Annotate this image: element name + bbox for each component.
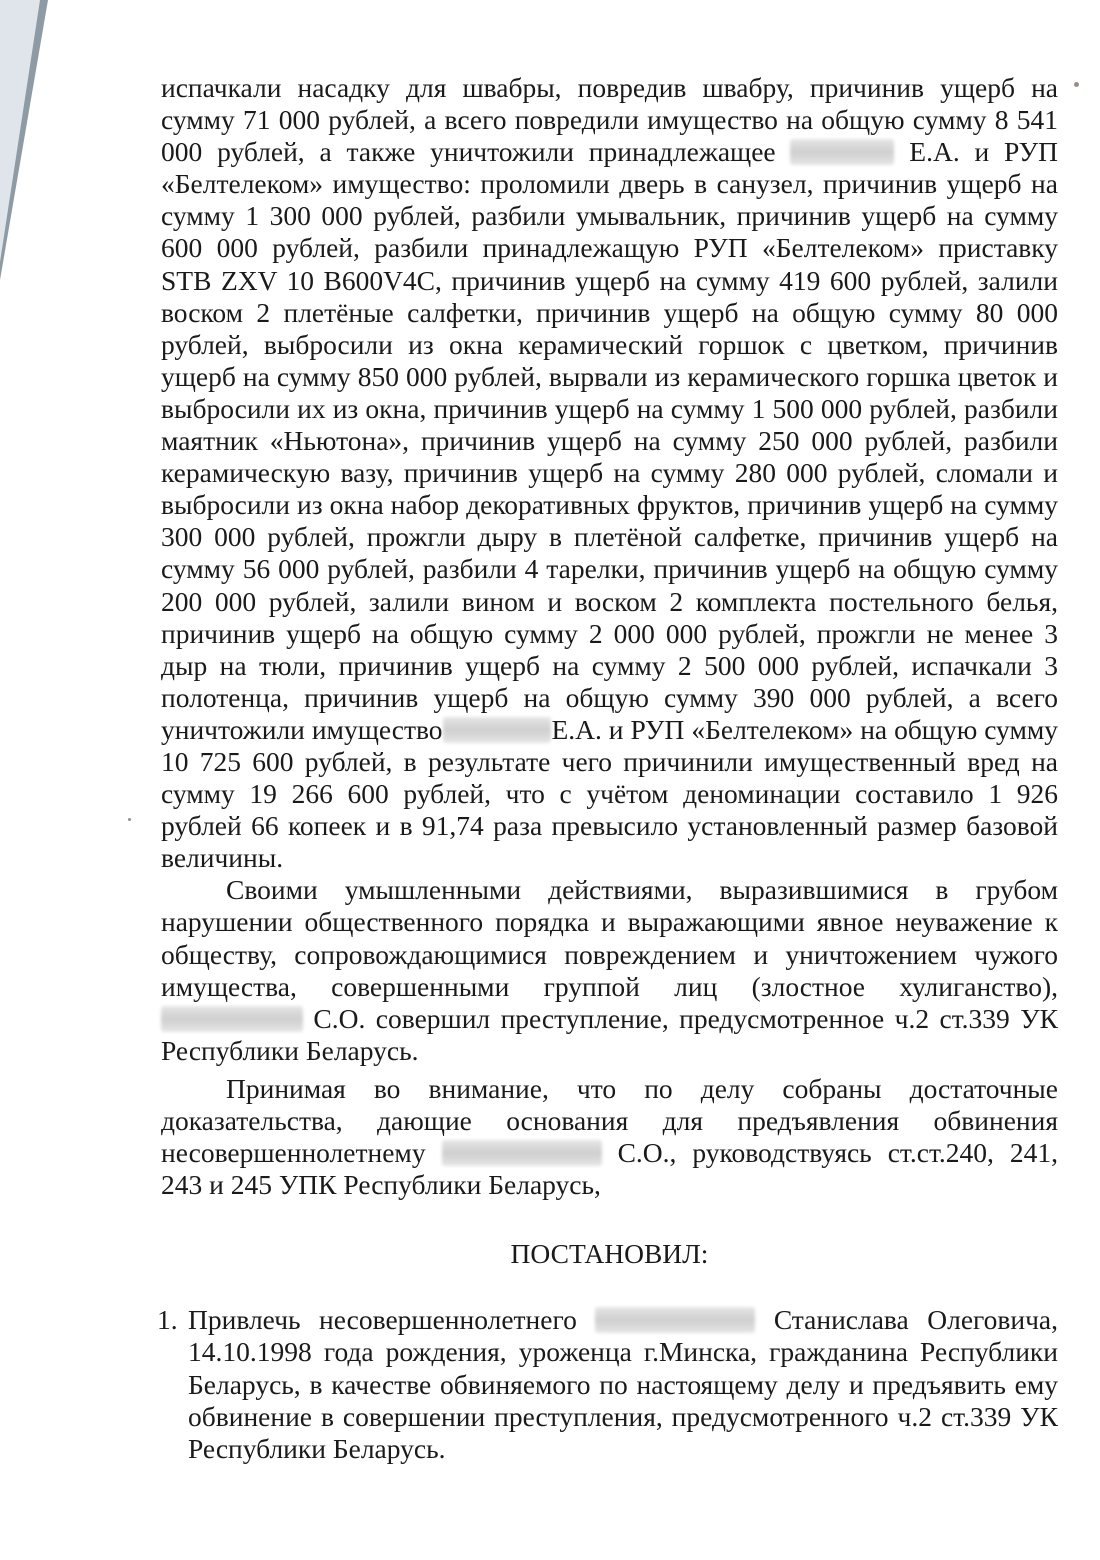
- paragraph-text: испачкали насадку для швабры, повредив швабру, причинив ущерб на сумму 71 000 рублей, а всего повредили имущество на общую сумму 8 541 000 рублей, а также уничтожили принадлежащее: [161, 72, 1058, 168]
- section-heading: ПОСТАНОВИЛ:: [510, 1238, 709, 1270]
- scan-speck: [128, 818, 131, 821]
- item-text: Привлечь несовершеннолетнего: [188, 1304, 577, 1336]
- paragraph-text: Своими умышленными действиями, выразившимися в грубом нарушении общественного порядка и выражающими явное неуважение к обществу, сопровождающимися повреждением и уничтожением чужого имущества, совершенными группой лиц (злостное хулиганство),: [161, 874, 1058, 1002]
- document-page: [157, 72, 1059, 1465]
- redacted-surname: [443, 717, 551, 743]
- redacted-surname: [161, 1006, 303, 1032]
- paragraph-qualification: [161, 874, 1058, 1067]
- decision-list: [157, 1304, 1059, 1464]
- paragraph-damage-list: [161, 72, 1058, 874]
- redacted-surname: [790, 139, 894, 165]
- scan-speck: [1074, 82, 1079, 87]
- page-corner-fold: [0, 0, 40, 262]
- paragraph-text: Е.А. и РУП «Белтелеком» имущество: проломили дверь в санузел, причинив ущерб на сумму 1 300 000 рублей, разбили умывальник, причинив ущерб на сумму 600 000 рублей, разбили принадлежащую РУП «Белтелеком» приставку STB ZXV 10 B600V4C, причинив ущерб на сумму 419 600 рублей, залили воском 2 плетёные салфетки, причинив ущерб на общую сумму 80 000 рублей, выбросили из окна керамический горшок с цветком, причинив ущерб на сумму 850 000 рублей, вырвали из керамического горшка цветок и выбросили их из окна, причинив ущерб на сумму 1 500 000 рублей, разбили маятник «Ньютона», причинив ущерб на сумму 250 000 рублей, разбили керамическую вазу, причинив ущерб на сумму 280 000 рублей, сломали и выбросили из окна набор декоративных фруктов, причинив ущерб на сумму 300 000 рублей, прожгли дыру в плетёной салфетке, причинив ущерб на сумму 56 000 рублей, разбили 4 тарелки, причинив ущерб на общую сумму 200 000 рублей, залили вином и воском 2 комплекта постельного белья, причинив ущерб на общую сумму 2 000 000 рублей, прожгли не менее 3 дыр на тюли, причинив ущерб на сумму 2 500 000 рублей, испачкали 3 полотенца, причинив ущерб на общую сумму 390 000 рублей, а всего уничтожили имущество: [161, 136, 1058, 745]
- paragraph-text: С.О., руководствуясь ст.ст.240, 241, 243 и 245 УПК Республики Беларусь,: [161, 1137, 1059, 1201]
- paragraph-grounds: [161, 1073, 1058, 1201]
- paragraph-text: С.О. совершил преступление, предусмотренное ч.2 ст.339 УК Республики Беларусь.: [161, 1002, 1059, 1066]
- paragraph-text: Е.А. и РУП «Белтелеком» на общую сумму 10 725 600 рублей, в результате чего причинили имущественный вред на сумму 19 266 600 рублей, что с учётом деноминации составило 1 926 рублей 66 копеек и в 91,74 раза превысило установленный размер базовой величины.: [161, 713, 1058, 874]
- decision-item: [157, 1304, 1059, 1464]
- paragraph-text: Принимая во внимание, что по делу собраны достаточные доказательства, дающие основания для предъявления обвинения несовершеннолетнему: [161, 1072, 1058, 1169]
- redacted-surname: [442, 1140, 602, 1166]
- item-text: Станислава Олеговича, 14.10.1998 года рождения, уроженца г.Минска, гражданина Республики Беларусь, в качестве обвиняемого по настоящему делу и предъявить ему обвинение в совершении преступления, предусмотренного ч.2 ст.339 УК Республики Беларусь.: [188, 1304, 1059, 1464]
- redacted-surname: [595, 1307, 755, 1333]
- item-number: 1.: [157, 1304, 178, 1336]
